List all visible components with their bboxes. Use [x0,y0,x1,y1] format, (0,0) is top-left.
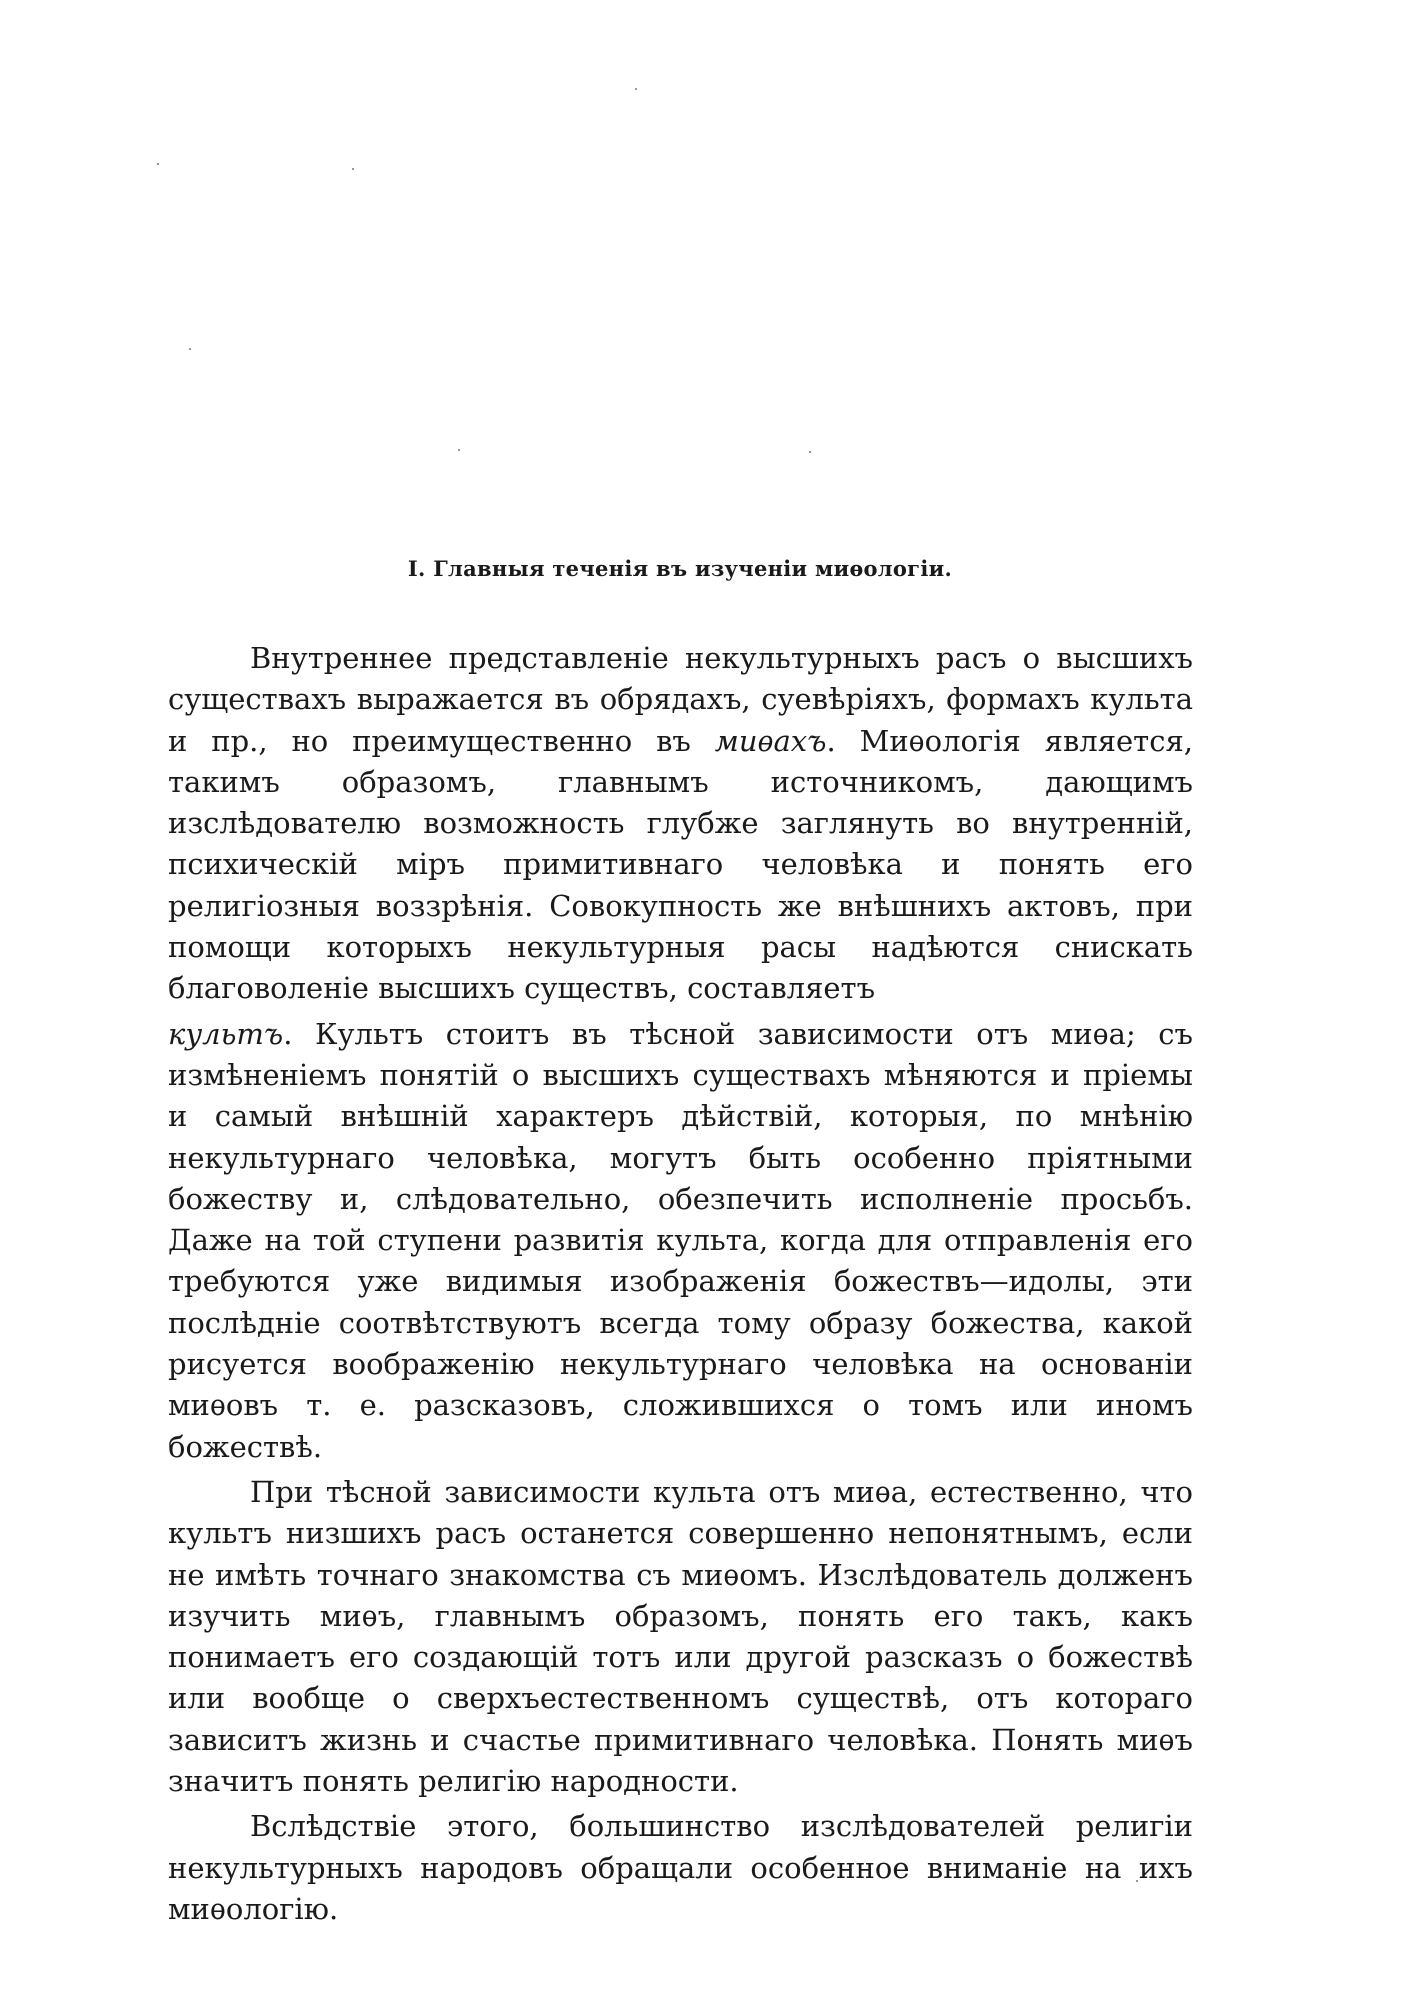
scan-speck [189,348,191,350]
paragraph-3-text: При тѣсной зависимости культа отъ миѳа, естественно, что культъ низшихъ расъ останется совершенно непонятнымъ, если не имѣть точнаго знакомства съ миѳомъ. Изслѣдователь долженъ изучить миѳъ, главнымъ образомъ, понять его такъ, какъ понимаетъ его создающій тотъ или другой разсказъ о божествѣ или вообще о сверхъестественномъ существѣ, отъ котораго зависитъ жизнь и счастье примитивнаго человѣка. Понять миѳъ значитъ понять религію народности. [168,1474,1193,1799]
scan-speck [352,168,354,170]
paragraph-4-text: Вслѣдствіе этого, большинство изслѣдователей религіи некультурныхъ народовъ обращали особенное вниманіе на ихъ миѳологію. [168,1809,1193,1926]
paragraph-1 [168,638,1193,1010]
paragraph-1-continued [168,1014,1193,1468]
paragraph-1-text: Внутреннее представленіе некультурныхъ расъ о высшихъ существахъ выражается въ обрядахъ, суевѣріяхъ, формахъ культа и пр., но преимущественно въ [168,641,1193,758]
scan-speck [157,163,159,165]
chapter-heading: I. Главныя теченія въ изученіи миѳологіи. [407,556,953,581]
paragraph-2 [168,1472,1193,1802]
paragraph-2-emphasis: культъ [168,1016,284,1051]
paragraph-1-emphasis: миѳахъ [714,723,827,758]
scan-speck [809,451,811,453]
paragraph-3 [168,1806,1193,1930]
paragraph-2-text: . Культъ стоитъ въ тѣсной зависимости отъ миѳа; съ измѣненіемъ понятій о высшихъ существахъ мѣняются и пріемы и самый внѣшній характеръ дѣйствій, которыя, по мнѣнію некультурнаго человѣка, могутъ быть особенно пріятными божеству и, слѣдовательно, обезпечить исполненіе просьбъ. Даже на той ступени развитія культа, когда для отправленія его требуются уже видимыя изображенія божествъ—идолы, эти послѣдніе соотвѣтствуютъ всегда тому образу божества, какой рисуется воображенію некультурнаго человѣка на основаніи миѳовъ т. е. разсказовъ, сложившихся о томъ или иномъ божествѣ. [168,1016,1193,1464]
paragraph-1-text-end: . Миѳологія является, такимъ образомъ, главнымъ источникомъ, дающимъ изслѣдователю возможность глубже заглянуть во внутренній, психическій міръ примитивнаго человѣка и понять его религіозныя воззрѣнія. Совокупность же внѣшнихъ актовъ, при помощи которыхъ некультурныя расы надѣются снискать благоволеніе высшихъ существъ, составляетъ [168,723,1193,1006]
scan-speck [635,88,637,90]
scan-speck [458,449,460,451]
body-text [168,638,1193,1934]
